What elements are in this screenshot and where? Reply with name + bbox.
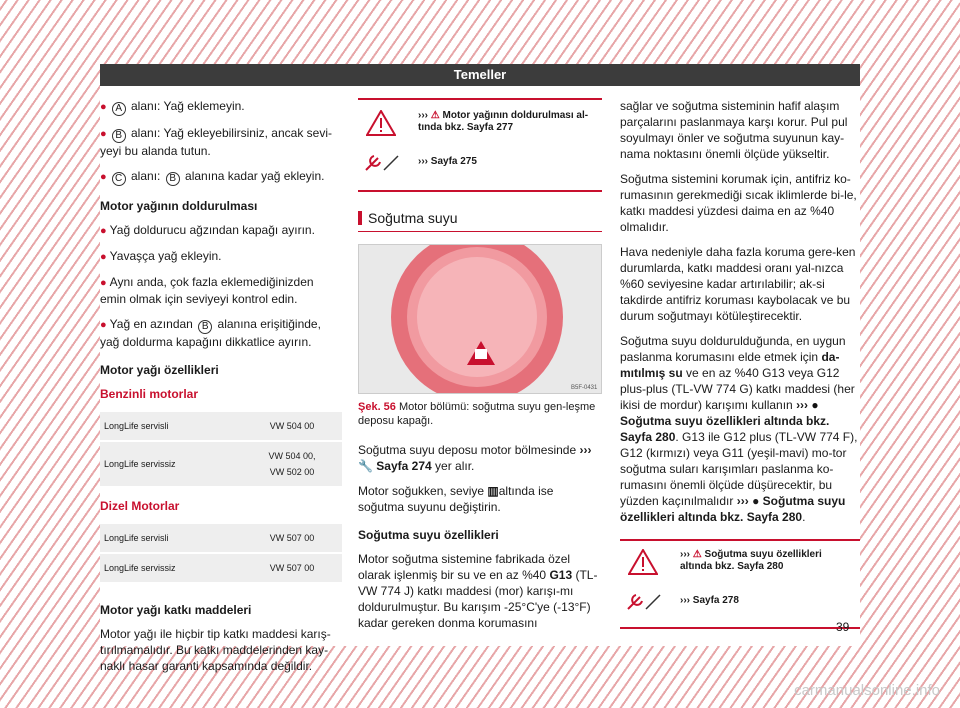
additives-title: Motor yağı katkı maddeleri [100,603,252,617]
bullet-a: ● A alanı: Yağ eklemeyin. [100,99,245,114]
warning-text-1: ››› ⚠ Motor yağının doldurulması al-tında bkz. Sayfa 277 [418,110,589,133]
spec-title: Soğutma suyu özellikleri [358,528,499,542]
coolant-cap-figure [358,244,602,394]
page-header: Temeller [100,64,860,86]
table-row: LongLife servisli VW 507 00 [100,524,342,552]
col3-p1: sağlar ve soğutma sisteminin hafif alaşım parçalarını paslanmaya karşı korur. Pul pul soyulmayı önler ve soğutma suyunun kay-nama noktasını önemli ölçüde yükseltir. [620,99,848,161]
props-title: Motor yağı özellikleri [100,363,219,377]
petrol-title: Benzinli motorlar [100,387,199,401]
table-row: LongLife servissiz VW 507 00 [100,554,342,582]
step-4: ● Yağ en azından B alanına erişitiğinde, yağ doldurma kapağını dikkatlice ayırın. [100,317,321,349]
bullet-c: ● C alanı: B alanına kadar yağ ekleyin. [100,169,325,184]
step-1: ● Yağ doldurucu ağzından kapağı ayırın. [100,223,315,237]
watermark: carmanualsonline.info [794,682,940,699]
coolant-p2: Motor soğukken, seviye ▥altında ise soğutma suyunu değiştirin. [358,484,554,514]
wrench-icon [364,152,400,174]
svg-text:B5F-0431: B5F-0431 [571,385,598,391]
bullet-b: ● B alanı: Yağ ekleyebilirsiniz, ancak sevi-yeyi bu alanda tutun. [100,126,332,158]
col3-p4: Soğutma suyu doldurulduğunda, en uygun paslanma korumasını elde etmek için da-mıtılmış su ve en az %40 G13 veya G12 plus-plus (TL-VW 774 G) katkı maddesi (her ikisi de mordur) karışımı kullanın ››› ● Soğutma suyu özellikleri altında bkz. Sayfa 280. G13 ile G12 plus (TL-VW 774 F), G12 (kırmızı) veya G11 (yeşil-mavi) mo-tor soğutma suları karışımları paslanma ko-rumasını önemli ölçüde düşürecektir, bu yüzden kaçınılmalıdır ››› ● Soğutma suyu özellikleri altında bkz. Sayfa 280. [620,334,858,524]
col3-p3: Hava nedeniyle daha fazla koruma gere-ken durumlarda, katkı maddesi oranı yal-nızca %60 seviyesine kadar artırılabilir; ak-si takdirde antifriz koruması kaybolacak ve bu durum soğutmayı kötüleştirecektir. [620,245,856,323]
step-3: ● Aynı anda, çok fazla eklemediğinizden emin olmak için seviyeyi kontrol edin. [100,275,314,306]
warning-ref-1[interactable]: ››› Sayfa 275 [418,156,477,167]
table-row: LongLife servissiz VW 504 00, VW 502 00 [100,442,342,486]
col3-p2: Soğutma sistemini korumak için, antifriz ko-rumasının gerekmediği sıcak iklimlerde bi-le, katkı maddesi yüzdesi daima en az %40 olmalıdır. [620,172,857,234]
step-2: ● Yavaşça yağ ekleyin. [100,249,222,263]
warning-text-2: ››› ⚠ Soğutma suyu özellikleri altında bkz. Sayfa 280 [680,549,822,572]
warning-box-1 [358,98,602,192]
filling-title: Motor yağının doldurulması [100,199,258,213]
diesel-title: Dizel Motorlar [100,499,180,513]
page-number: 39 [836,620,850,634]
warning-triangle-icon [628,549,658,575]
warning-box-2 [620,539,860,629]
column-1 [100,98,342,683]
figure-caption: Şek. 56 Motor bölümü: soğutma suyu gen-leşme deposu kapağı. [358,401,596,427]
diesel-table [100,522,342,584]
coolant-cap-image [359,245,602,394]
additives-text: Motor yağı ile hiçbir tip katkı maddesi karış-tırılmamalıdır. Bu katkı maddelerinden kay-naklı hasar garanti kapsamında değildir. [100,627,331,673]
spec-text: Motor soğutma sistemine fabrikada özel olarak işlenmiş bir su ve en az %40 G13 (TL-VW 774 J) katkı maddesi (mor) karışı-mı doldurulmuştur. Bu karışım -25°C'ye (-13°F) kadar gereken donma korumasını [358,552,598,630]
column-2 [358,98,602,640]
section-title: Soğutma suyu [358,210,602,232]
coolant-p1: Soğutma suyu deposu motor bölmesinde ››› 🔧 Sayfa 274 yer alır. [358,443,592,473]
table-row: LongLife servisli VW 504 00 [100,412,342,440]
column-3 [620,98,860,629]
petrol-table [100,410,342,488]
warning-ref-2[interactable]: ››› Sayfa 278 [680,595,739,606]
wrench-icon [626,591,662,613]
warning-triangle-icon [366,110,396,136]
